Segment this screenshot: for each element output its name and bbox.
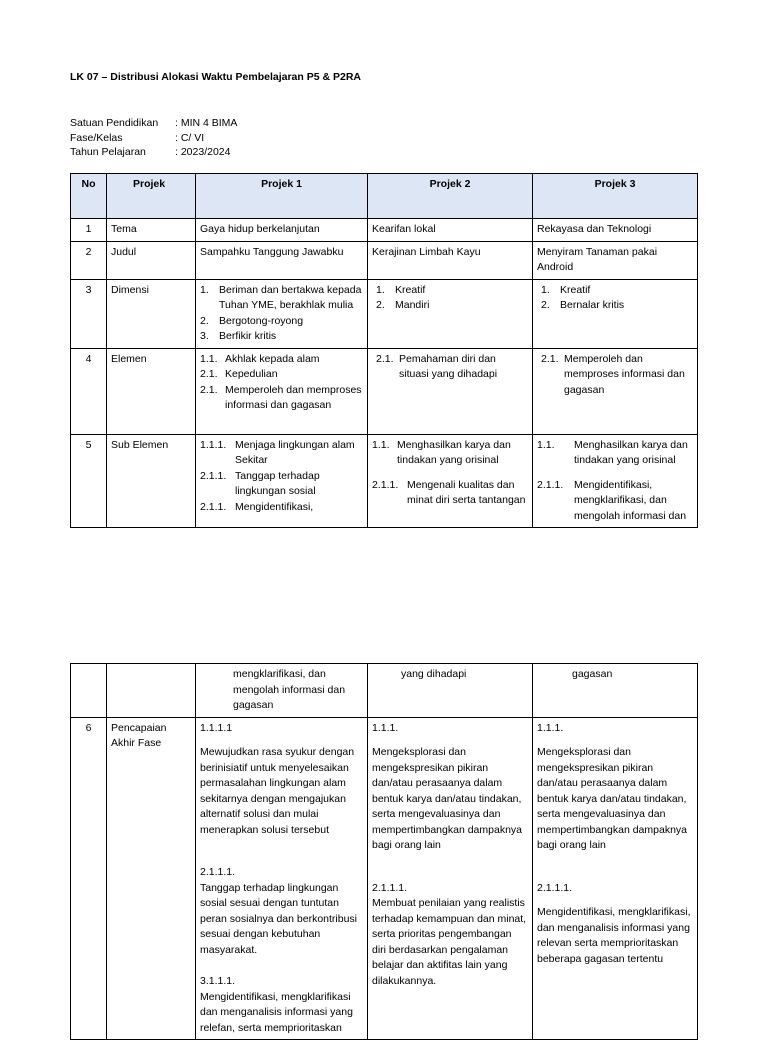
list-text: Bernalar kritis [560, 299, 625, 311]
row-number: 2 [71, 241, 107, 279]
cell-projek-3 [533, 434, 698, 528]
list-item [200, 438, 363, 469]
cell-projek-2 [368, 434, 533, 528]
list-text: Menghasilkan karya dan tindakan yang orisinal [397, 438, 511, 466]
table-row-tema [71, 219, 698, 242]
outcome-code: 2.1.1.1. [537, 881, 573, 894]
allocation-table-page2 [70, 663, 698, 1040]
info-value: : MIN 4 BIMA [175, 117, 238, 129]
list-number: 1. [541, 283, 550, 296]
row-label: Pencapaian Akhir Fase [107, 717, 196, 1040]
info-label: Satuan Pendidikan [70, 117, 159, 129]
row-label [107, 664, 196, 718]
info-label: Fase/Kelas [70, 131, 123, 144]
info-row [70, 145, 237, 160]
info-row [70, 131, 237, 146]
spacer [372, 469, 528, 478]
list-item [200, 367, 363, 383]
spacer [537, 736, 693, 745]
cell-projek-3 [533, 279, 698, 348]
cell-projek-1: Gaya hidup berkelanjutan [196, 219, 368, 242]
list-item [200, 500, 363, 516]
document-title: LK 07 – Distribusi Alokasi Waktu Pembelajaran P5 & P2RA [70, 71, 361, 83]
cell-projek-3 [533, 717, 698, 1040]
school-info [70, 116, 237, 160]
table-row-dimensi [71, 279, 698, 348]
outcome-code: 2.1.1.1. [200, 866, 236, 878]
outcome-code: 3.1.1.1. [200, 975, 236, 987]
cell-projek-3: Menyiram Tanaman pakai Android [533, 241, 698, 279]
row-label: Judul [107, 241, 196, 279]
header-row [71, 174, 698, 219]
list-item [372, 478, 528, 509]
list-number: 2.1. [541, 352, 559, 365]
info-row [70, 116, 237, 131]
list-number: 2. [541, 299, 550, 311]
list-item [372, 298, 528, 314]
header-no: No [71, 174, 107, 219]
list-item [200, 314, 363, 330]
list-text: Menghasilkan karya dan tindakan yang orisinal [574, 438, 688, 466]
list-item [537, 478, 693, 525]
list-text: Kreatif [395, 283, 426, 296]
list-text: Memperoleh dan memproses informasi dan gagasan [564, 352, 685, 396]
table-row-judul [71, 241, 698, 279]
list-number: 1.1. [200, 352, 218, 365]
list-item [537, 352, 693, 399]
list-number: 2.1.1. [200, 500, 227, 513]
info-value: : 2023/2024 [175, 146, 231, 158]
cell-projek-1: mengklarifikasi, dan mengolah informasi dan gagasan [196, 664, 368, 718]
list-text: Pemahaman diri dan situasi yang dihadapi [399, 352, 498, 380]
list-number: 1.1.1. [200, 438, 227, 451]
list-item [200, 469, 363, 500]
spacer [537, 896, 693, 905]
table-row-sub-elemen [71, 434, 698, 528]
row-number: 3 [71, 279, 107, 348]
outcome-code: 1.1.1. [537, 721, 564, 734]
spacer [372, 736, 528, 745]
list-text: Mengenali kualitas dan minat diri serta tantangan [407, 478, 526, 506]
list-item [537, 298, 693, 314]
list-text: Tanggap terhadap lingkungan sosial [235, 469, 320, 497]
allocation-table-page1 [70, 173, 698, 528]
outcome-text: Mengeksplorasi dan mengekspresikan pikiran dan/atau perasaanya dalam bentuk karya dan/atau tindakan, serta mengevaluasinya dan mempertimbangkan dampaknya bagi orang lain [372, 746, 522, 851]
list-text: Mengidentifikasi, mengklarifikasi, dan mengolah informasi dan [574, 478, 687, 522]
list-text: Berfikir kritis [219, 330, 277, 342]
list-item [537, 438, 693, 469]
list-number: 1. [376, 283, 385, 296]
header-projek-2: Projek 2 [368, 174, 533, 219]
list-number: 2. [200, 314, 209, 327]
spacer [537, 469, 693, 478]
cell-projek-3: Rekayasa dan Teknologi [533, 219, 698, 242]
spacer [537, 854, 693, 881]
cell-projek-2 [368, 279, 533, 348]
list-number: 1. [200, 283, 209, 296]
list-text: Beriman dan bertakwa kepada Tuhan YME, berakhlak mulia [219, 283, 362, 311]
list-number: 2.1.1. [200, 469, 227, 482]
info-value: : C/ VI [175, 131, 205, 144]
table-row-pencapaian [71, 717, 698, 1040]
row-label: Sub Elemen [107, 434, 196, 528]
cell-projek-3: gagasan [533, 664, 698, 718]
list-item [200, 352, 363, 368]
list-item [372, 283, 528, 299]
outcome-text: Membuat penilaian yang realistis terhadap kemampuan dan minat, serta prioritas pengembangan diri berdasarkan pengalaman belajar dan aktifitas lain yang dilakukannya. [372, 897, 527, 987]
row-number: 5 [71, 434, 107, 528]
list-number: 3. [200, 330, 209, 342]
cell-projek-1 [196, 348, 368, 434]
cell-projek-2: yang dihadapi [368, 664, 533, 718]
list-number: 2.1.1. [372, 478, 399, 491]
outcome-code: 1.1.1.1 [200, 721, 233, 734]
row-number: 6 [71, 717, 107, 1040]
list-item [537, 283, 693, 299]
list-item [200, 383, 363, 414]
list-number: 2.1. [200, 383, 218, 396]
cell-projek-1: Sampahku Tanggung Jawabku [196, 241, 368, 279]
cell-projek-2: Kerajinan Limbah Kayu [368, 241, 533, 279]
spacer [200, 736, 363, 745]
list-text: Kepedulian [225, 368, 278, 380]
cell-projek-2 [368, 717, 533, 1040]
list-number: 2.1. [376, 352, 394, 365]
list-number: 2.1. [200, 368, 218, 380]
cell-projek-1 [196, 717, 368, 1040]
list-text: Akhlak kepada alam [225, 352, 320, 365]
header-projek-3: Projek 3 [533, 174, 698, 219]
outcome-code: 1.1.1. [372, 721, 399, 734]
cell-projek-3 [533, 348, 698, 434]
list-item [200, 329, 363, 345]
outcome-text: Mengidentifikasi, mengklarifikasi, dan menganalisis informasi yang relevan serta memprioritaskan beberapa gagasan tertentu [537, 906, 691, 965]
outcome-text: Mewujudkan rasa syukur dengan berinisiatif untuk menyelesaikan permasalahan lingkungan alam sekitarnya dengan mengajukan alternatif solusi dan mulai menerapkan solusi tersebut [200, 746, 355, 836]
list-item [200, 283, 363, 314]
list-item [372, 352, 528, 383]
list-text: Menjaga lingkungan alam Sekitar [235, 438, 355, 466]
list-item [372, 438, 528, 469]
spacer [372, 854, 528, 881]
table-row-sub-elemen-continued [71, 664, 698, 718]
list-number: 1.1. [372, 438, 390, 451]
row-label: Elemen [107, 348, 196, 434]
cell-projek-2: Kearifan lokal [368, 219, 533, 242]
row-label: Tema [107, 219, 196, 242]
row-number: 1 [71, 219, 107, 242]
outcome-code: 2.1.1.1. [372, 881, 408, 894]
header-projek-1: Projek 1 [196, 174, 368, 219]
row-label: Dimensi [107, 279, 196, 348]
list-number: 1.1. [537, 438, 555, 451]
header-projek: Projek [107, 174, 196, 219]
spacer [200, 958, 363, 974]
outcome-text: Tanggap terhadap lingkungan sosial sesuai dengan tuntutan peran sosialnya dan berkontribusi sesuai dengan kebutuhan masyarakat. [200, 881, 358, 956]
list-text: Bergotong-royong [219, 314, 304, 327]
list-text: Mandiri [395, 299, 430, 311]
row-number: 4 [71, 348, 107, 434]
list-number: 2.1.1. [537, 478, 564, 491]
spacer [200, 838, 363, 865]
cell-projek-2 [368, 348, 533, 434]
row-number [71, 664, 107, 718]
table-row-elemen [71, 348, 698, 434]
list-text: Kreatif [560, 283, 591, 296]
cell-projek-1 [196, 434, 368, 528]
outcome-text: Mengeksplorasi dan mengekspresikan pikiran dan/atau perasaanya dalam bentuk karya dan/atau tindakan, serta mengevaluasinya dan mempertimbangkan dampaknya bagi orang lain [537, 746, 687, 851]
outcome-text: Mengidentifikasi, mengklarifikasi dan menganalisis informasi yang relefan, serta memprioritaskan [200, 990, 353, 1034]
list-text: Memperoleh dan memproses informasi dan gagasan [225, 383, 362, 411]
list-text: Mengidentifikasi, [235, 500, 314, 513]
info-label: Tahun Pelajaran [70, 146, 146, 158]
cell-projek-1 [196, 279, 368, 348]
list-number: 2. [376, 299, 385, 311]
